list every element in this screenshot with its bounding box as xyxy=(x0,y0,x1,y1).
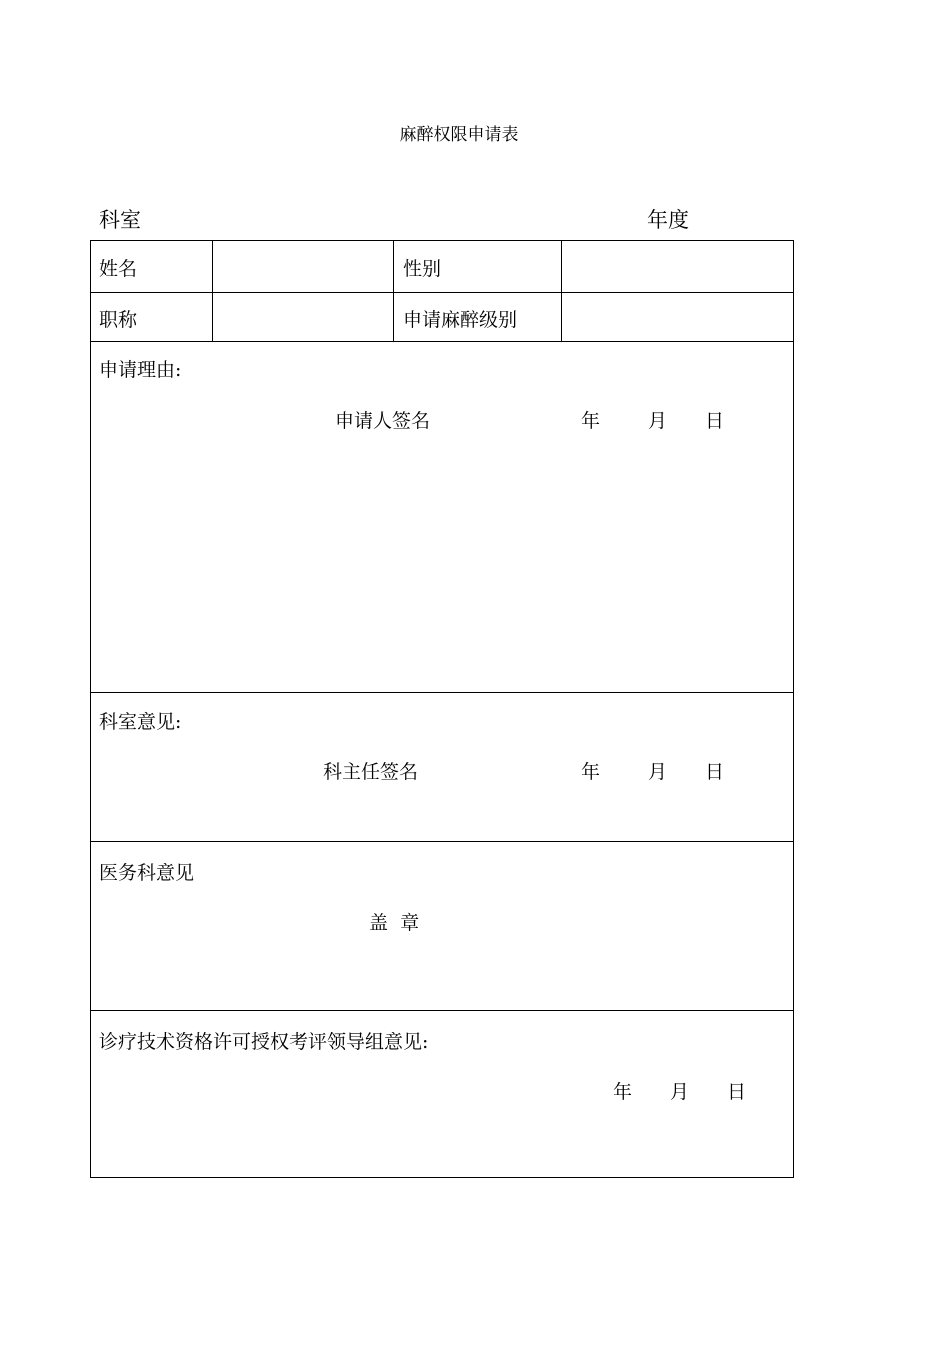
date-year-label: 年 xyxy=(581,410,601,432)
date-month-label: 月 xyxy=(648,761,668,783)
department-opinion-label: 科室意见: xyxy=(99,711,182,733)
column-divider xyxy=(561,241,562,341)
date-year-label: 年 xyxy=(613,1081,633,1103)
name-label: 姓名 xyxy=(99,258,138,280)
department-label: 科室 xyxy=(99,208,141,232)
professional-title-label: 职称 xyxy=(99,309,138,331)
row-divider xyxy=(91,841,793,842)
document-title: 麻醉权限申请表 xyxy=(399,125,519,145)
anesthesia-level-label: 申请麻醉级别 xyxy=(403,309,518,331)
date-year-label: 年 xyxy=(581,761,601,783)
date-day-label: 日 xyxy=(705,761,725,783)
date-day-label: 日 xyxy=(705,410,725,432)
seal-label: 盖 章 xyxy=(369,912,420,934)
date-day-label: 日 xyxy=(727,1081,747,1103)
column-divider xyxy=(393,241,394,341)
row-divider xyxy=(91,1010,793,1011)
row-divider xyxy=(91,292,793,293)
application-form-table xyxy=(90,240,794,1178)
gender-label: 性别 xyxy=(403,258,442,280)
date-month-label: 月 xyxy=(670,1081,690,1103)
director-signature-label: 科主任签名 xyxy=(323,761,419,783)
reason-label: 申请理由: xyxy=(99,359,182,381)
year-label: 年度 xyxy=(647,208,689,232)
medical-affairs-opinion-label: 医务科意见 xyxy=(99,862,195,884)
row-divider xyxy=(91,341,793,342)
date-month-label: 月 xyxy=(648,410,668,432)
column-divider xyxy=(212,241,213,341)
row-divider xyxy=(91,692,793,693)
applicant-signature-label: 申请人签名 xyxy=(335,410,431,432)
committee-opinion-label: 诊疗技术资格许可授权考评领导组意见: xyxy=(99,1031,429,1053)
